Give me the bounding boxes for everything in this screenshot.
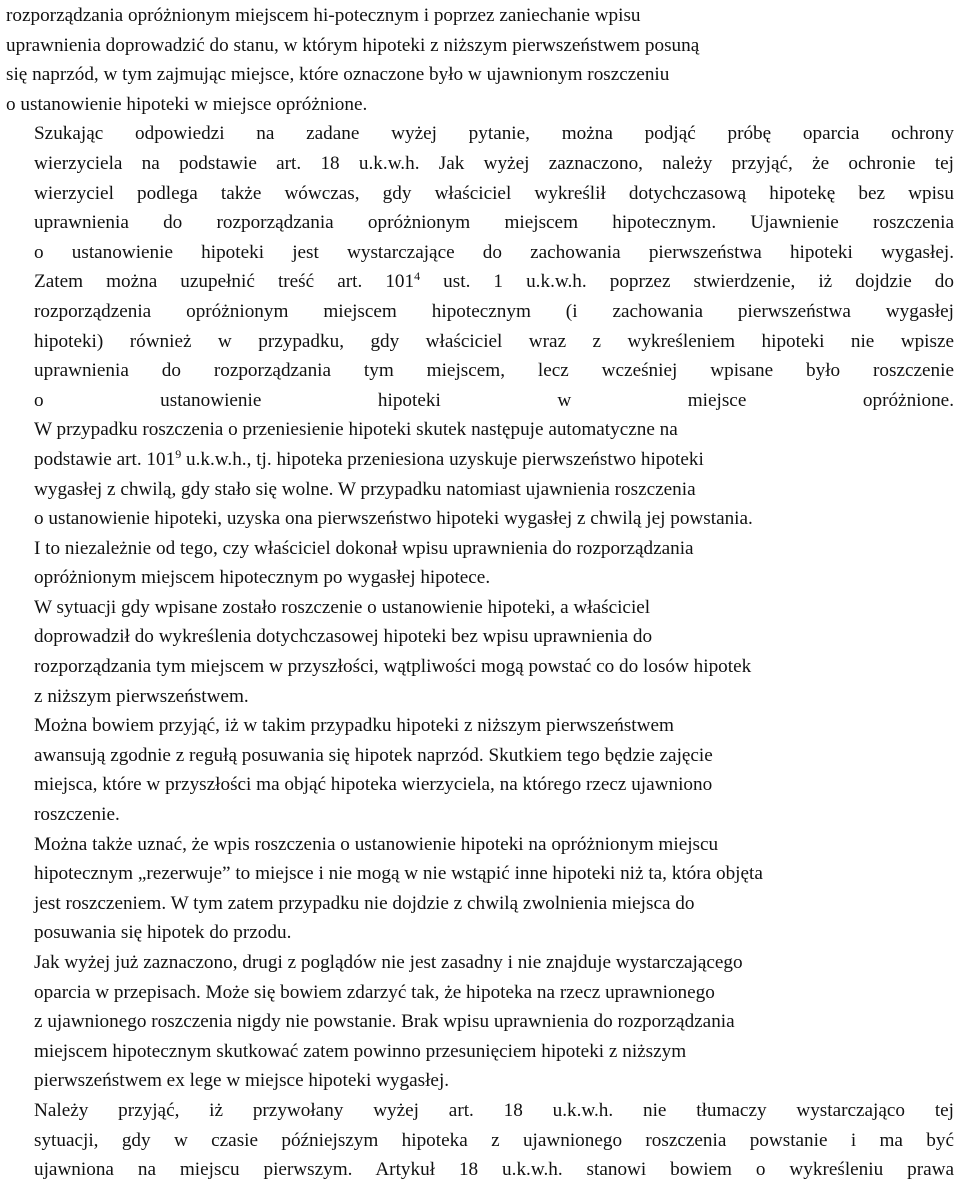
text-segment: uprawnienia doprowadzić do stanu, w którym hipoteki z niższym pierwszeństwem posuną (6, 34, 700, 56)
text-segment: Należy przyjąć, iż przywołany wyżej art. 18 u.k.w.h. nie tłumaczy wystarczająco tej (34, 1099, 954, 1121)
text-segment: się naprzód, w tym zajmując miejsce, które oznaczone było w ujawnionym roszczeniu (6, 64, 670, 86)
text-segment: pierwszeństwem ex lege w miejsce hipoteki wygasłej. (34, 1070, 450, 1092)
text-segment: rozporządzania tym miejscem w przyszłości, wątpliwości mogą powstać co do losów hipotek (34, 656, 752, 678)
text-segment: z niższym pierwszeństwem. (34, 685, 249, 707)
text-segment: o ustanowienie hipoteki w miejsce opróżnione. (6, 93, 368, 115)
text-segment: podstawie art. 101 (34, 448, 176, 470)
text-line (6, 1066, 954, 1096)
text-line (6, 1007, 954, 1037)
text-segment: W przypadku roszczenia o przeniesienie hipoteki skutek następuje automatyczne na (34, 419, 678, 441)
text-line (6, 208, 954, 238)
text-segment: Szukając odpowiedzi na zadane wyżej pytanie, można podjąć próbę oparcia ochrony (34, 123, 954, 145)
text-segment: awansują zgodnie z regułą posuwania się hipotek naprzód. Skutkiem tego będzie zajęcie (34, 744, 713, 766)
text-line (6, 1155, 954, 1185)
paragraph (6, 415, 954, 593)
text-line (6, 711, 954, 741)
paragraph (6, 1096, 954, 1185)
text-line (6, 1096, 954, 1126)
text-segment: hipotecznym „rezerwuje” to miejsce i nie mogą w nie wstąpić inne hipoteki niż ta, która objęta (34, 863, 763, 885)
text-segment: wygasłej z chwilą, gdy stało się wolne. W przypadku natomiast ujawnienia roszczenia (34, 478, 696, 500)
text-line (6, 60, 954, 90)
text-segment: sytuacji, gdy w czasie późniejszym hipoteka z ujawnionego roszczenia powstanie i ma być (34, 1129, 954, 1151)
text-segment: miejsca, które w przyszłości ma objąć hipoteka wierzyciela, na którego rzecz ujawniono (34, 774, 713, 796)
text-segment: doprowadził do wykreślenia dotychczasowej hipoteki bez wpisu uprawnienia do (34, 626, 653, 648)
superscript: 9 (175, 446, 182, 461)
text-line (6, 1, 954, 31)
text-segment: oparcia w przepisach. Może się bowiem zdarzyć tak, że hipoteka na rzecz uprawnionego (34, 981, 715, 1003)
text-segment: z ujawnionego roszczenia nigdy nie powstanie. Brak wpisu uprawnienia do rozporządzania (34, 1011, 735, 1033)
text-line (6, 386, 954, 416)
paragraph (6, 1, 954, 119)
text-line (6, 31, 954, 61)
paragraph (6, 830, 954, 948)
text-segment: wierzyciel podlega także wówczas, gdy właściciel wykreślił dotychczasową hipotekę bez wpisu (34, 182, 954, 204)
text-segment: Można bowiem przyjąć, iż w takim przypadku hipoteki z niższym pierwszeństwem (34, 715, 674, 737)
text-line (6, 770, 954, 800)
text-segment: posuwania się hipotek do przodu. (34, 922, 292, 944)
text-segment: o ustanowienie hipoteki w miejsce opróżnione. (34, 389, 954, 411)
text-line (6, 889, 954, 919)
text-line (6, 830, 954, 860)
text-line (6, 622, 954, 652)
text-segment: Zatem można uzupełnić treść art. 101 (34, 271, 415, 293)
text-segment: o ustanowienie hipoteki, uzyska ona pierwszeństwo hipoteki wygasłej z chwilą jej powstania. (34, 508, 753, 530)
text-line (6, 1126, 954, 1156)
text-line (6, 179, 954, 209)
text-line (6, 297, 954, 327)
paragraph (6, 119, 954, 415)
text-segment: rozporządzenia opróżnionym miejscem hipotecznym (i zachowania pierwszeństwa wygasłej (34, 300, 954, 322)
text-line (6, 90, 954, 120)
text-line (6, 415, 954, 445)
text-segment: W sytuacji gdy wpisane zostało roszczenie o ustanowienie hipoteki, a właściciel (34, 596, 651, 618)
text-line (6, 149, 954, 179)
text-line (6, 948, 954, 978)
text-line (6, 1037, 954, 1067)
text-line (6, 682, 954, 712)
text-line (6, 267, 954, 297)
text-line (6, 445, 954, 475)
text-line (6, 652, 954, 682)
text-segment: Można także uznać, że wpis roszczenia o ustanowienie hipoteki na opróżnionym miejscu (34, 833, 719, 855)
text-segment: u.k.w.h., tj. hipoteka przeniesiona uzyskuje pierwszeństwo hipoteki (181, 448, 704, 470)
text-segment: hipoteki) również w przypadku, gdy właściciel wraz z wykreśleniem hipoteki nie wpisze (34, 330, 954, 352)
text-line (6, 593, 954, 623)
text-segment: jest roszczeniem. W tym zatem przypadku nie dojdzie z chwilą zwolnienia miejsca do (34, 892, 695, 914)
text-line (6, 741, 954, 771)
paragraph (6, 593, 954, 711)
text-segment: uprawnienia do rozporządzania opróżnionym miejscem hipotecznym. Ujawnienie roszczenia (34, 212, 954, 234)
text-line (6, 859, 954, 889)
text-line (6, 238, 954, 268)
paragraph (6, 948, 954, 1096)
text-line (6, 475, 954, 505)
text-line (6, 356, 954, 386)
text-segment: I to niezależnie od tego, czy właściciel dokonał wpisu uprawnienia do rozporządzania (34, 537, 694, 559)
text-segment: roszczenie. (34, 804, 120, 826)
text-segment: wierzyciela na podstawie art. 18 u.k.w.h. Jak wyżej zaznaczono, należy przyjąć, że ochronie tej (34, 152, 954, 174)
text-line (6, 978, 954, 1008)
text-line (6, 119, 954, 149)
paragraph (6, 711, 954, 829)
text-segment: o ustanowienie hipoteki jest wystarczające do zachowania pierwszeństwa hipoteki wygasłej. (34, 241, 954, 263)
superscript: 4 (414, 269, 421, 284)
text-segment: miejscem hipotecznym skutkować zatem powinno przesunięciem hipoteki z niższym (34, 1040, 687, 1062)
text-line (6, 327, 954, 357)
text-segment: uprawnienia do rozporządzania tym miejscem, lecz wcześniej wpisane było roszczenie (34, 360, 954, 382)
text-line (6, 918, 954, 948)
text-segment: rozporządzania opróżnionym miejscem hi-potecznym i poprzez zaniechanie wpisu (6, 5, 641, 26)
text-line (6, 563, 954, 593)
text-line (6, 504, 954, 534)
text-line (6, 800, 954, 830)
text-segment: Jak wyżej już zaznaczono, drugi z poglądów nie jest zasadny i nie znajduje wystarczającego (34, 952, 743, 973)
text-segment: ust. 1 u.k.w.h. poprzez stwierdzenie, iż dojdzie do (420, 271, 954, 293)
text-line (6, 534, 954, 564)
document-body (6, 1, 954, 1185)
text-segment: ujawniona na miejscu pierwszym. Artykuł 18 u.k.w.h. stanowi bowiem o wykreśleniu prawa (34, 1159, 954, 1181)
text-segment: opróżnionym miejscem hipotecznym po wygasłej hipotece. (34, 567, 491, 589)
